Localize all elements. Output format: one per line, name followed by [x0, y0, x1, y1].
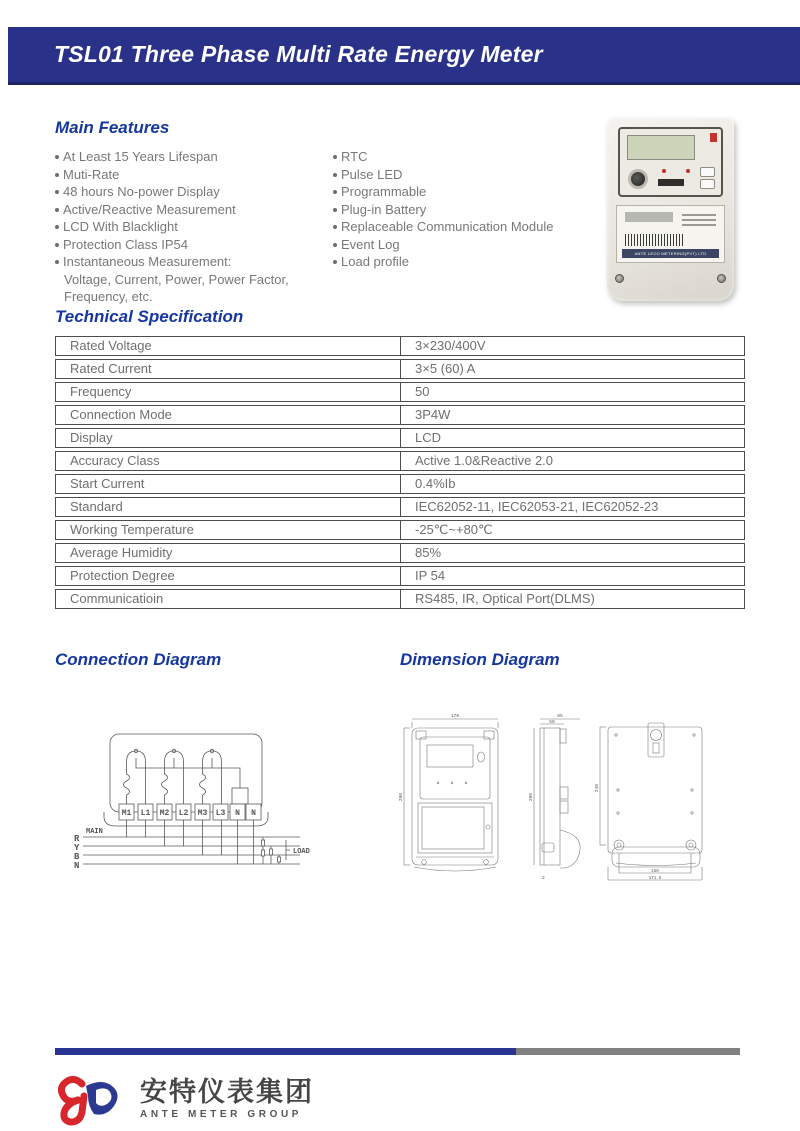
- footer: [52, 1070, 314, 1126]
- phase-coil-3: [200, 749, 222, 804]
- bullet-icon: [55, 155, 59, 159]
- spec-name: Average Humidity: [56, 544, 401, 562]
- main-features-heading: Main Features: [55, 118, 170, 137]
- bullet-icon: [333, 243, 337, 247]
- terminal-label: M2: [159, 809, 170, 818]
- phase-label: R: [74, 834, 80, 844]
- feature-item: [333, 183, 553, 201]
- meter-key: [700, 179, 715, 189]
- feature-item: [55, 253, 333, 271]
- dim-side-height: 290: [529, 792, 534, 802]
- feature-text: Active/Reactive Measurement: [63, 201, 236, 217]
- product-image: [607, 118, 734, 301]
- bullet-icon: [55, 173, 59, 177]
- main-label: MAIN: [86, 828, 103, 836]
- spec-table: [55, 336, 745, 612]
- meter-face-panel: [618, 127, 723, 197]
- pulse-led: [662, 169, 666, 173]
- spec-value: 50: [415, 384, 430, 399]
- spec-value: -25℃~+80℃: [415, 522, 493, 537]
- table-row: [55, 405, 745, 425]
- feature-item: [55, 201, 333, 219]
- neutral-link: [232, 788, 248, 804]
- nameplate-line: [682, 214, 716, 216]
- side-view: [534, 719, 580, 868]
- bullet-icon: [333, 225, 337, 229]
- bullet-icon: [55, 190, 59, 194]
- spec-value: 3×5 (60) A: [415, 361, 476, 376]
- spec-value: 0.4%Ib: [415, 476, 456, 491]
- feature-item: [55, 218, 333, 236]
- pulse-led: [686, 169, 690, 173]
- table-row: [55, 359, 745, 379]
- spec-value: LCD: [415, 430, 442, 445]
- table-row: [55, 543, 745, 563]
- footer-rule-blue: [55, 1048, 516, 1055]
- phase-label: B: [74, 852, 80, 862]
- company-logo: [52, 1070, 130, 1126]
- spec-value: IEC62052-11, IEC62053-21, IEC62052-23: [415, 499, 659, 514]
- spec-name: Start Current: [56, 475, 401, 493]
- bullet-icon: [333, 173, 337, 177]
- phase-coil-2: [162, 749, 184, 804]
- dim-back-width-outer: 171.5: [648, 877, 662, 881]
- feature-text: Muti-Rate: [63, 166, 120, 182]
- technical-specification-heading: Technical Specification: [55, 307, 244, 326]
- feature-item: [333, 218, 553, 236]
- table-row: [55, 382, 745, 402]
- feature-item-continuation: [55, 271, 333, 289]
- dim-front-height: 290: [399, 792, 404, 802]
- terminal-label: N: [251, 809, 256, 818]
- spec-name: Working Temperature: [56, 521, 401, 539]
- terminal-label: L3: [215, 809, 226, 818]
- feature-text: LCD With Blacklight: [63, 219, 178, 234]
- feature-text: Load profile: [341, 254, 409, 269]
- screw-icon: [615, 274, 624, 283]
- feature-item: [333, 236, 553, 254]
- bullet-icon: [333, 208, 337, 212]
- feature-text: Replaceable Communication Module: [341, 219, 554, 234]
- spec-name: Accuracy Class: [56, 452, 401, 470]
- table-row: [55, 497, 745, 517]
- table-row: [55, 336, 745, 356]
- bullet-icon: [333, 155, 337, 159]
- footer-rule-gray: [516, 1048, 740, 1055]
- company-name-cn: 安特仪表集团: [140, 1076, 314, 1107]
- meter-label: [658, 179, 684, 186]
- bullet-icon: [333, 190, 337, 194]
- spec-name: Connection Mode: [56, 406, 401, 424]
- dim-side-inner: 50: [549, 720, 555, 725]
- feature-text: Protection Class IP54: [63, 236, 189, 252]
- spec-name: Rated Current: [56, 360, 401, 378]
- feature-item: [333, 148, 553, 166]
- phase-label: N: [74, 861, 80, 871]
- spec-value: 85%: [415, 545, 442, 560]
- dimension-diagram-heading: Dimension Diagram: [400, 650, 560, 669]
- screw-icon: [717, 274, 726, 283]
- spec-name: Rated Voltage: [56, 337, 401, 355]
- load-branch: [262, 837, 291, 864]
- bullet-icon: [55, 243, 59, 247]
- meter-key: [700, 167, 715, 177]
- page-title: TSL01 Three Phase Multi Rate Energy Meter: [54, 41, 543, 67]
- feature-item: [55, 183, 333, 201]
- feature-item: [333, 166, 553, 184]
- table-row: [55, 520, 745, 540]
- dim-front-width: 170: [450, 714, 460, 719]
- barcode: [625, 234, 683, 246]
- manufacturer-strip: ANTE LECO METERING(PVT) LTD: [622, 249, 719, 258]
- meter-lcd: [627, 135, 695, 160]
- table-row: [55, 428, 745, 448]
- spec-name: Communicatioin: [56, 590, 401, 608]
- feature-list-right: [333, 148, 553, 306]
- spec-value: 3×230/400V: [415, 338, 486, 353]
- back-view: [600, 723, 702, 880]
- phase-coil-1: [124, 749, 146, 804]
- voltage-tap: [174, 758, 212, 768]
- feature-item: [333, 253, 553, 271]
- terminal-label: N: [235, 809, 240, 818]
- bullet-icon: [55, 260, 59, 264]
- table-row: [55, 451, 745, 471]
- feature-lists: [55, 148, 553, 306]
- spec-name: Standard: [56, 498, 401, 516]
- spec-name: Protection Degree: [56, 567, 401, 585]
- nameplate-line: [682, 224, 716, 226]
- feature-text: Programmable: [341, 184, 427, 199]
- nameplate-window: [625, 212, 673, 222]
- dimension-diagram-figure: [390, 695, 720, 900]
- feature-item: [333, 201, 553, 219]
- terminal-label: L1: [140, 809, 151, 818]
- connection-diagram-heading: Connection Diagram: [55, 650, 222, 669]
- feature-text: Pulse LED: [341, 166, 403, 182]
- spec-value: Active 1.0&Reactive 2.0: [415, 453, 554, 468]
- feature-list-left: [55, 148, 333, 306]
- feature-text: Frequency, etc.: [64, 289, 153, 304]
- feature-text: At Least 15 Years Lifespan: [63, 149, 218, 164]
- feature-item: [55, 148, 333, 166]
- meter-outline: [110, 734, 262, 812]
- dim-side-depth: 85: [557, 714, 563, 719]
- bullet-icon: [55, 208, 59, 212]
- connection-diagram-figure: [70, 700, 330, 895]
- meter-nameplate: [616, 205, 725, 263]
- dim-side-base: 2: [542, 876, 545, 881]
- spec-name: Display: [56, 429, 401, 447]
- table-row: [55, 566, 745, 586]
- spec-value: RS485, IR, Optical Port(DLMS): [415, 591, 595, 606]
- terminal-label: M3: [197, 809, 208, 818]
- company-name-block: [140, 1077, 314, 1120]
- front-view: [404, 719, 498, 871]
- brand-mark: [710, 133, 717, 142]
- table-row: [55, 589, 745, 609]
- feature-text: Instantaneous Measurement:: [63, 254, 232, 269]
- bullet-icon: [333, 260, 337, 264]
- spec-name: Frequency: [56, 383, 401, 401]
- feature-text: Voltage, Current, Power, Power Factor,: [64, 271, 289, 287]
- feature-item-continuation: [55, 288, 333, 306]
- table-row: [55, 474, 745, 494]
- feature-item: [55, 166, 333, 184]
- feature-text: 48 hours No-power Display: [63, 184, 220, 199]
- voltage-tap: [136, 758, 240, 788]
- load-label: LOAD: [293, 848, 310, 856]
- phase-label: Y: [74, 843, 80, 853]
- terminal-label: L2: [178, 809, 189, 818]
- feature-text: RTC: [341, 149, 368, 164]
- meter-button: [628, 169, 648, 189]
- header-banner: [8, 27, 800, 85]
- feature-text: Plug-in Battery: [341, 201, 427, 217]
- company-name-en: ANTE METER GROUP: [140, 1108, 303, 1120]
- nameplate-line: [682, 219, 716, 221]
- spec-value: 3P4W: [415, 407, 451, 422]
- feature-item: [55, 236, 333, 254]
- spec-value: IP 54: [415, 568, 446, 583]
- footer-rule: [55, 1048, 740, 1055]
- terminal-label: M1: [121, 809, 132, 818]
- feature-text: Event Log: [341, 236, 400, 252]
- supply-lines: [83, 820, 300, 864]
- bullet-icon: [55, 225, 59, 229]
- dim-back-height: 240: [595, 783, 600, 793]
- dim-back-width-inner: 150: [651, 870, 659, 874]
